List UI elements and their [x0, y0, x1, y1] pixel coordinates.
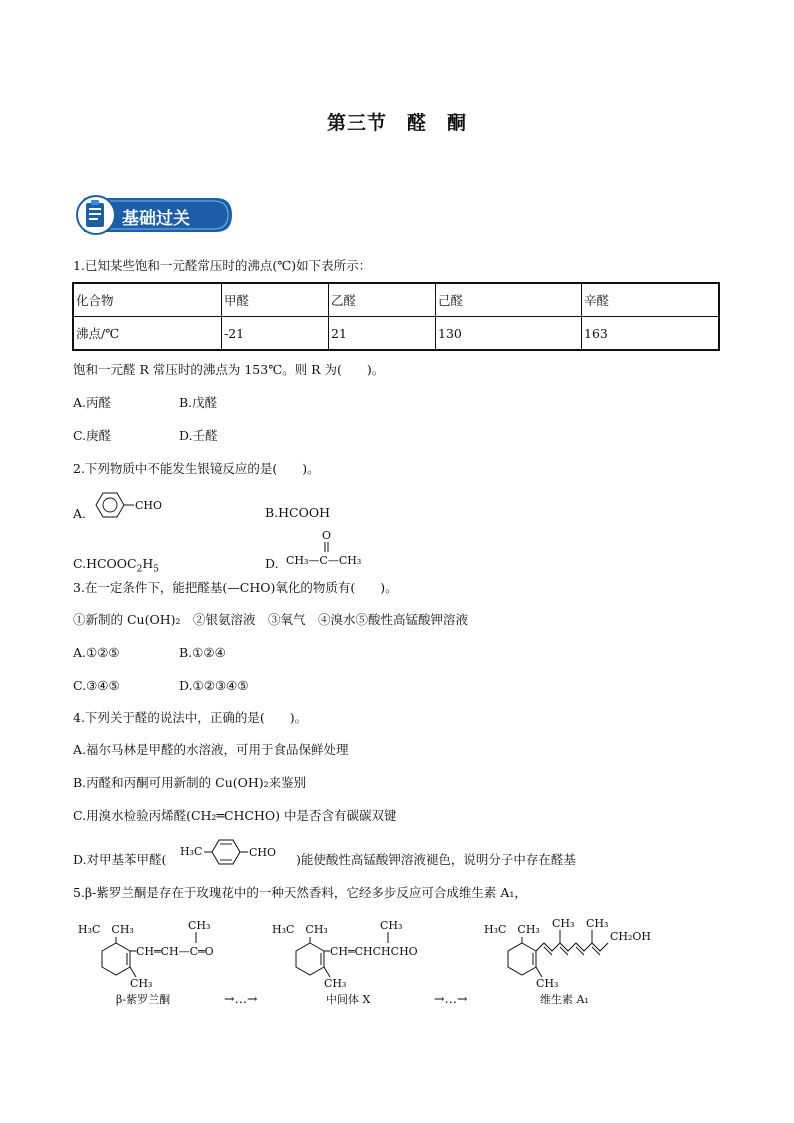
q3-option-b: B.①②④ [179, 645, 226, 660]
q3-option-d: D.①②③④⑤ [179, 678, 249, 693]
clipboard-icon [86, 200, 104, 227]
q2-option-b: B.HCOOH [265, 505, 331, 520]
q4-option-a: A.福尔马林是甲醛的水溶液，可用于食品保鲜处理 [73, 742, 349, 757]
svg-text:CH₃: CH₃ [536, 977, 559, 990]
svg-text:维生素 A₁: 维生素 A₁ [540, 993, 589, 1006]
q4-stem: 4.下列关于醛的说法中，正确的是( )。 [73, 710, 308, 725]
q2-option-d: D. [265, 556, 279, 571]
svg-text:β-紫罗兰酮: β-紫罗兰酮 [116, 993, 171, 1006]
table-cell: 沸点/℃ [73, 317, 222, 351]
svg-text:CH₃: CH₃ [130, 977, 153, 990]
intermediate-x-structure [272, 915, 437, 1010]
table-row [73, 283, 719, 317]
p-tolualdehyde-structure [178, 836, 296, 870]
q1-option-d: D.壬醛 [179, 428, 218, 443]
table-cell: 21 [329, 317, 436, 351]
table-row [73, 317, 719, 351]
table-cell: 163 [582, 317, 720, 351]
q3-option-a: A.①②⑤ [73, 645, 120, 660]
svg-text:CH₃: CH₃ [324, 977, 347, 990]
svg-text:H₃C CH₃: H₃C CH₃ [272, 923, 328, 936]
q1-option-c: C.庚醛 [73, 428, 112, 443]
q5-stem: 5.β-紫罗兰酮是存在于玫瑰花中的一种天然香料，它经多步反应可合成维生素 A₁， [73, 885, 527, 900]
q1-question: 饱和一元醛 R 常压时的沸点为 153℃。则 R 为( )。 [73, 362, 385, 377]
svg-text:H₃C CH₃: H₃C CH₃ [78, 923, 134, 936]
q2-option-a: A. [73, 506, 87, 521]
q4-option-b: B.丙醛和丙酮可用新制的 Cu(OH)₂来鉴别 [73, 775, 307, 790]
arrow-2: →…→ [434, 991, 468, 1006]
q4-option-d-suffix: )能使酸性高锰酸钾溶液褪色，说明分子中存在醛基 [296, 852, 576, 867]
svg-text:中间体 X: 中间体 X [326, 993, 371, 1006]
svg-text:CH₃: CH₃ [380, 919, 403, 932]
q1-option-b: B.戊醛 [179, 395, 218, 410]
aldehyde-group-label: CHO [135, 499, 163, 512]
svg-text:CH═CH—C═O: CH═CH—C═O [136, 945, 214, 958]
svg-text:CH₃: CH₃ [586, 917, 609, 930]
badge-label: 基础过关 [122, 209, 190, 229]
benzaldehyde-structure [88, 488, 178, 522]
svg-text:CH₃—C—CH₃: CH₃—C—CH₃ [286, 554, 362, 567]
q3-items: ①新制的 Cu(OH)₂ ②银氨溶液 ③氧气 ④溴水⑤酸性高锰酸钾溶液 [73, 612, 469, 627]
section-badge [76, 192, 236, 238]
vitamin-a1-structure [484, 912, 684, 1010]
table-cell: 130 [436, 317, 582, 351]
boiling-point-table [72, 282, 720, 351]
q2-option-c: $C.HCOOC_2H_5$ [73, 556, 159, 575]
svg-text:CH═CHCHCHO: CH═CHCHCHO [330, 945, 418, 958]
svg-text:CHO: CHO [249, 846, 277, 859]
svg-text:CH₃: CH₃ [552, 917, 575, 930]
table-cell: 化合物 [73, 283, 222, 317]
q4-option-d-prefix: D.对甲基苯甲醛( [73, 852, 167, 867]
svg-text:H₃C: H₃C [180, 845, 203, 858]
table-cell: 乙醛 [329, 283, 436, 317]
q3-stem: 3.在一定条件下，能把醛基(—CHO)氧化的物质有( )。 [73, 580, 398, 595]
svg-text:O: O [322, 529, 332, 542]
beta-ionone-structure [78, 915, 228, 1010]
page-title: 第三节 醛 酮 [326, 112, 467, 134]
arrow-1: →…→ [224, 991, 258, 1006]
q2-stem: 2.下列物质中不能发生银镜反应的是( )。 [73, 461, 320, 476]
svg-text:CH₃: CH₃ [188, 919, 211, 932]
q1-stem: 1.已知某些饱和一元醛常压时的沸点(℃)如下表所示： [73, 258, 372, 273]
table-cell: -21 [222, 317, 329, 351]
svg-text:CH₂OH: CH₂OH [610, 930, 652, 943]
table-cell: 甲醛 [222, 283, 329, 317]
q3-option-c: C.③④⑤ [73, 678, 120, 693]
q1-option-a: A.丙醛 [73, 395, 112, 410]
q4-option-c: C.用溴水检验丙烯醛(CH₂═CHCHO) 中是否含有碳碳双键 [73, 808, 397, 823]
table-cell: 辛醛 [582, 283, 720, 317]
acetone-structure [284, 527, 374, 571]
table-cell: 己醛 [436, 283, 582, 317]
svg-text:H₃C CH₃: H₃C CH₃ [484, 923, 540, 936]
